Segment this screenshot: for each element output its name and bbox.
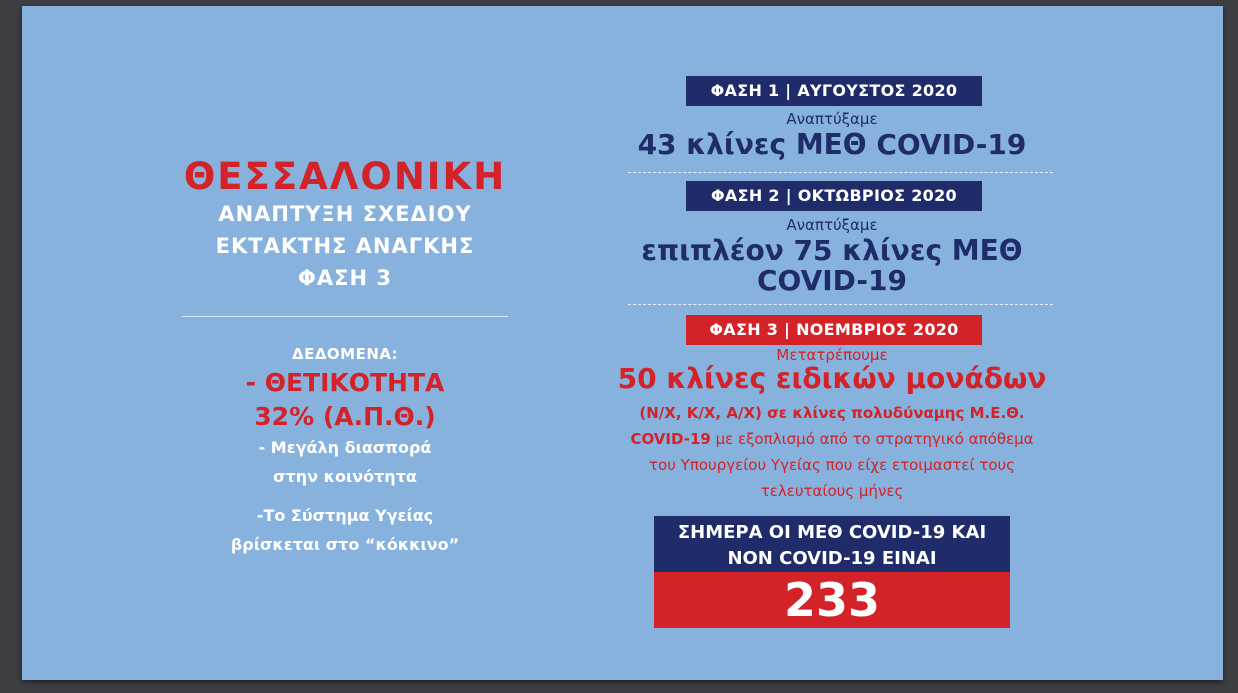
phase3-line-2 xyxy=(562,426,1102,452)
slide xyxy=(22,6,1223,680)
phase1-tag: ΦΑΣΗ 1 | ΑΥΓΟΥΣΤΟΣ 2020 xyxy=(686,76,982,106)
summary-line-2: ΝΟΝ COVID-19 ΕΙΝΑΙ xyxy=(727,548,937,569)
phase1-big: 43 κλίνες ΜΕΘ COVID-19 xyxy=(637,128,1027,161)
separator-2 xyxy=(628,304,1053,305)
plan-line-1: ΑΝΑΠΤΥΞΗ ΣΧΕΔΙΟΥ xyxy=(218,202,472,226)
phase3-rest: με εξοπλισμό από το στρατηγικό απόθεμα xyxy=(710,430,1034,448)
phase3-bold-line: (Ν/Χ, Κ/Χ, Α/Χ) σε κλίνες πολυδύναμης Μ.Ε.Θ. xyxy=(639,404,1025,422)
phase2-big-2: COVID-19 xyxy=(756,264,908,297)
phase2-tag: ΦΑΣΗ 2 | ΟΚΤΩΒΡΙΟΣ 2020 xyxy=(686,181,982,211)
phase2-big-1: επιπλέον 75 κλίνες ΜΕΘ xyxy=(641,234,1023,267)
system-line-2: βρίσκεται στο “κόκκινο” xyxy=(230,535,460,554)
city-title: ΘΕΣΣΑΛΟΝΙΚΗ xyxy=(183,155,507,198)
phase3-line-3: του Υπουργείου Υγείας που είχε ετοιμαστεί τους xyxy=(649,456,1015,474)
phase3-big: 50 κλίνες ειδικών μονάδων xyxy=(617,362,1047,395)
phase3-line-4: τελευταίους μήνες xyxy=(760,482,904,500)
summary-line-1: ΣΗΜΕΡΑ ΟΙ ΜΕΘ COVID-19 ΚΑΙ xyxy=(677,522,987,543)
summary-total: 233 xyxy=(654,572,1010,628)
positivity-line-1: - ΘΕΤΙΚΟΤΗΤΑ xyxy=(245,368,445,397)
positivity-line-2: 32% (Α.Π.Θ.) xyxy=(254,402,436,431)
phase1-small: Αναπτύξαμε xyxy=(786,110,878,128)
separator-1 xyxy=(628,172,1053,173)
phase3-bold-prefix: COVID-19 xyxy=(630,430,711,448)
divider xyxy=(182,316,508,317)
system-line-1: -Το Σύστημα Υγείας xyxy=(256,506,434,525)
phase3-tag: ΦΑΣΗ 3 | ΝΟΕΜΒΡΙΟΣ 2020 xyxy=(686,315,982,345)
spread-line-1: - Μεγάλη διασπορά xyxy=(258,438,432,457)
spread-line-2: στην κοινότητα xyxy=(273,467,417,486)
summary-box-header xyxy=(654,516,1010,572)
phase3-small: Μετατρέπουμε xyxy=(776,346,888,364)
data-heading: ΔΕΔΟΜΕΝΑ: xyxy=(291,345,399,363)
plan-line-3: ΦΑΣΗ 3 xyxy=(298,266,392,290)
left-panel xyxy=(170,156,520,557)
plan-line-2: ΕΚΤΑΚΤΗΣ ΑΝΑΓΚΗΣ xyxy=(215,234,475,258)
phase2-small: Αναπτύξαμε xyxy=(786,216,878,234)
